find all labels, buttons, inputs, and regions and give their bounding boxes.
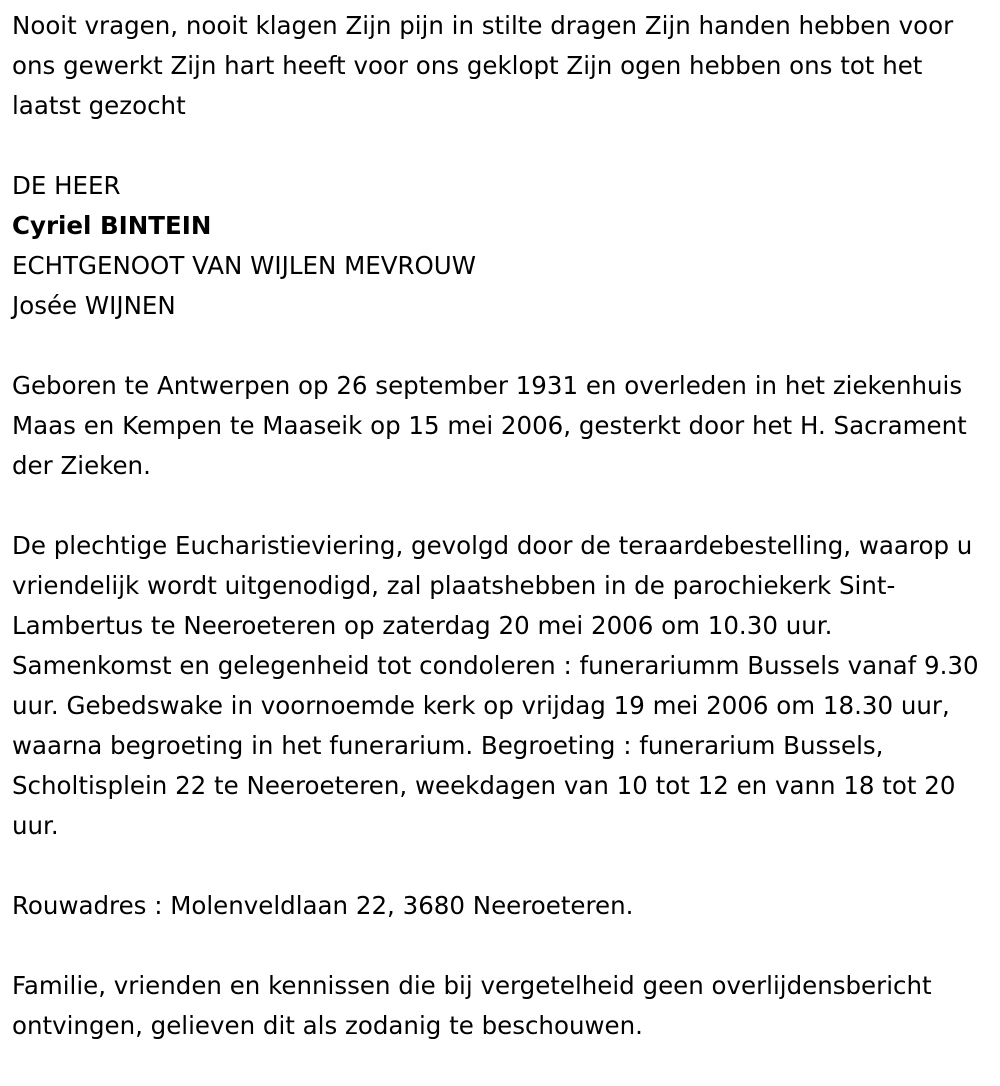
closing-paragraph: Familie, vrienden en kennissen die bij vergetelheid geen overlijdensbericht ontvingen, gelieven dit als zodanig te beschouwen. (12, 971, 932, 1040)
title-line: DE HEER (12, 171, 121, 200)
spacer (12, 846, 988, 886)
relation-line: ECHTGENOOT VAN WIJLEN MEVROUW (12, 251, 476, 280)
spacer (12, 486, 988, 526)
birth-death-paragraph: Geboren te Antwerpen op 26 september 1931 en overleden in het ziekenhuis Maas en Kempen te Maaseik op 15 mei 2006, gesterkt door het H. Sacrament der Zieken. (12, 371, 967, 480)
spacer (12, 926, 988, 966)
spacer (12, 126, 988, 166)
spacer (12, 326, 988, 366)
memorial-poem: Nooit vragen, nooit klagen Zijn pijn in stilte dragen Zijn handen hebben voor ons gewerkt Zijn hart heeft voor ons geklopt Zijn ogen hebben ons tot het laatst gezocht (12, 11, 954, 120)
ceremony-paragraph: De plechtige Eucharistieviering, gevolgd door de teraardebestelling, waarop u vriendelijk wordt uitgenodigd, zal plaatshebben in de parochiekerk Sint-Lambertus te Neeroeteren op zaterdag 20 mei 2006 om 10.30 uur. Samenkomst en gelegenheid tot condoleren : funerariumm Bussels vanaf 9.30 uur. Gebedswake in voornoemde kerk op vrijdag 19 mei 2006 om 18.30 uur, waarna begroeting in het funerarium. Begroeting : funerarium Bussels, Scholtisplein 22 te Neeroeteren, weekdagen van 10 tot 12 en vann 18 tot 20 uur. (12, 531, 979, 840)
mourning-address: Rouwadres : Molenveldlaan 22, 3680 Neeroeteren. (12, 891, 634, 920)
spouse-name: Josée WIJNEN (12, 291, 176, 320)
deceased-name: Cyriel BINTEIN (12, 211, 212, 240)
